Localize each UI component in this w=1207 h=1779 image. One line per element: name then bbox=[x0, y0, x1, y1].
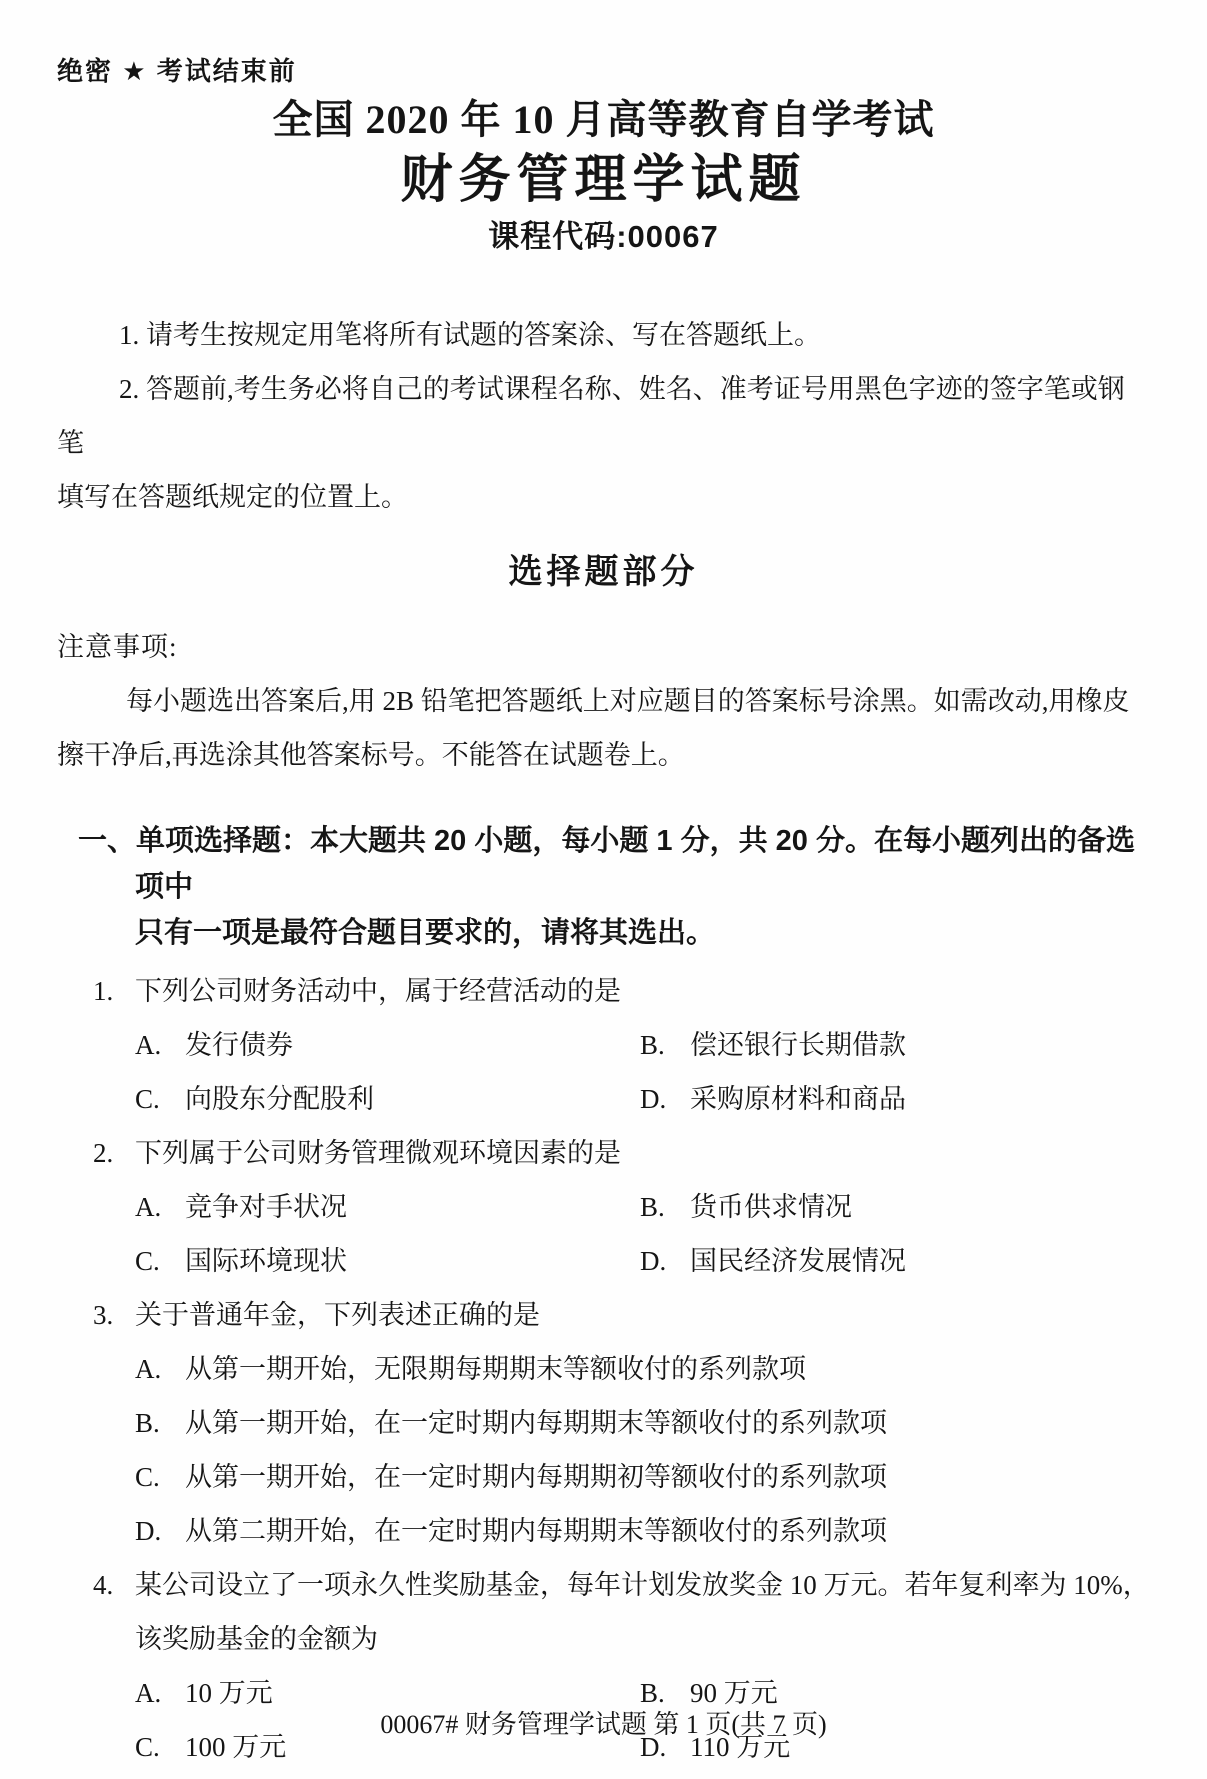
question-4-stem bbox=[93, 1558, 1150, 1666]
question-4-stem-text bbox=[135, 1558, 1150, 1666]
option-text: 10 万元 bbox=[185, 1678, 273, 1708]
section-one-heading bbox=[78, 818, 1150, 956]
question-1-number: 1. bbox=[93, 976, 114, 1006]
question-2-number: 2. bbox=[93, 1138, 114, 1168]
question-2-option-b bbox=[640, 1180, 906, 1234]
option-text: 从第一期开始，无限期每期期末等额收付的系列款项 bbox=[185, 1354, 806, 1384]
option-label: D. bbox=[640, 1246, 667, 1276]
option-label: C. bbox=[135, 1084, 160, 1114]
general-instruction-1: 1. 请考生按规定用笔将所有试题的答案涂、写在答题纸上。 bbox=[119, 320, 821, 350]
course-code: 课程代码:00067 bbox=[488, 219, 719, 254]
general-instruction-2 bbox=[57, 362, 1150, 524]
option-text: 100 万元 bbox=[185, 1732, 287, 1762]
question-4-stem-line2: 该奖励基金的金额为 bbox=[135, 1624, 378, 1654]
question-3-options bbox=[135, 1342, 1150, 1558]
option-text: 90 万元 bbox=[690, 1678, 778, 1708]
general-instruction-2-line2: 填写在答题纸规定的位置上。 bbox=[57, 482, 408, 512]
option-text: 向股东分配股利 bbox=[185, 1084, 374, 1114]
question-2-option-d bbox=[640, 1234, 906, 1288]
option-text: 从第一期开始，在一定时期内每期期初等额收付的系列款项 bbox=[185, 1462, 887, 1492]
option-label: C. bbox=[135, 1732, 160, 1762]
option-label: C. bbox=[135, 1462, 160, 1492]
question-3-option-b bbox=[135, 1396, 1150, 1450]
option-text: 110 万元 bbox=[690, 1732, 791, 1762]
question-1-option-c bbox=[135, 1072, 640, 1126]
question-3-option-c bbox=[135, 1450, 1150, 1504]
question-2-stem bbox=[93, 1126, 1150, 1180]
option-label: B. bbox=[640, 1030, 665, 1060]
option-label: B. bbox=[640, 1192, 665, 1222]
question-3 bbox=[57, 1288, 1150, 1558]
security-classification: 绝密 ★ 考试结束前 bbox=[57, 56, 297, 86]
question-2-stem-text: 下列属于公司财务管理微观环境因素的是 bbox=[135, 1138, 621, 1168]
option-label: A. bbox=[135, 1192, 162, 1222]
notice-line2: 擦干净后,再选涂其他答案标号。不能答在试题卷上。 bbox=[57, 740, 685, 770]
question-1 bbox=[57, 964, 1150, 1126]
question-1-option-b bbox=[640, 1018, 906, 1072]
question-2 bbox=[57, 1126, 1150, 1288]
option-text: 货币供求情况 bbox=[690, 1192, 852, 1222]
question-3-stem-text: 关于普通年金，下列表述正确的是 bbox=[135, 1300, 540, 1330]
subject-title: 财务管理学试题 bbox=[400, 151, 807, 209]
option-label: A. bbox=[135, 1678, 162, 1708]
exam-title: 全国 2020 年 10 月高等教育自学考试 bbox=[272, 97, 935, 142]
question-1-option-a bbox=[135, 1018, 640, 1072]
question-4-number: 4. bbox=[93, 1570, 114, 1600]
option-text: 竞争对手状况 bbox=[185, 1192, 347, 1222]
option-label: D. bbox=[640, 1084, 667, 1114]
option-label: C. bbox=[135, 1246, 160, 1276]
option-label: B. bbox=[135, 1408, 160, 1438]
option-text: 采购原材料和商品 bbox=[690, 1084, 906, 1114]
section-one-heading-line1: 一、单项选择题：本大题共 20 小题，每小题 1 分，共 20 分。在每小题列出的备选项中 bbox=[78, 825, 1135, 903]
option-label: D. bbox=[135, 1516, 162, 1546]
notice-label: 注意事项: bbox=[57, 632, 178, 662]
question-2-option-a bbox=[135, 1180, 640, 1234]
section-one-heading-line2: 只有一项是最符合题目要求的，请将其选出。 bbox=[135, 917, 716, 949]
option-label: B. bbox=[640, 1678, 665, 1708]
option-text: 偿还银行长期借款 bbox=[690, 1030, 906, 1060]
notice-line1: 每小题选出答案后,用 2B 铅笔把答题纸上对应题目的答案标号涂黑。如需改动,用橡皮 bbox=[126, 686, 1130, 716]
option-label: A. bbox=[135, 1030, 162, 1060]
question-1-options bbox=[135, 1018, 1150, 1126]
option-text: 从第二期开始，在一定时期内每期期末等额收付的系列款项 bbox=[185, 1516, 887, 1546]
question-2-option-c bbox=[135, 1234, 640, 1288]
notice-body bbox=[57, 674, 1150, 782]
question-4-stem-line1: 某公司设立了一项永久性奖励基金，每年计划发放奖金 10 万元。若年复利率为 10%， bbox=[135, 1570, 1150, 1600]
option-label: D. bbox=[640, 1732, 667, 1762]
page-footer: 00067# 财务管理学试题 第 1 页(共 7 页) bbox=[380, 1710, 827, 1739]
question-1-option-d bbox=[640, 1072, 906, 1126]
question-3-number: 3. bbox=[93, 1300, 114, 1330]
option-text: 国际环境现状 bbox=[185, 1246, 347, 1276]
option-text: 发行债券 bbox=[185, 1030, 293, 1060]
question-1-stem bbox=[93, 964, 1150, 1018]
part-title: 选择题部分 bbox=[508, 553, 699, 591]
question-1-stem-text: 下列公司财务活动中，属于经营活动的是 bbox=[135, 976, 621, 1006]
question-3-option-a bbox=[135, 1342, 1150, 1396]
question-3-option-d bbox=[135, 1504, 1150, 1558]
option-text: 从第一期开始，在一定时期内每期期末等额收付的系列款项 bbox=[185, 1408, 887, 1438]
option-label: A. bbox=[135, 1354, 162, 1384]
question-3-stem bbox=[93, 1288, 1150, 1342]
option-text: 国民经济发展情况 bbox=[690, 1246, 906, 1276]
question-2-options bbox=[135, 1180, 1150, 1288]
general-instruction-2-line1: 2. 答题前,考生务必将自己的考试课程名称、姓名、准考证号用黑色字迹的签字笔或钢笔 bbox=[57, 374, 1125, 458]
